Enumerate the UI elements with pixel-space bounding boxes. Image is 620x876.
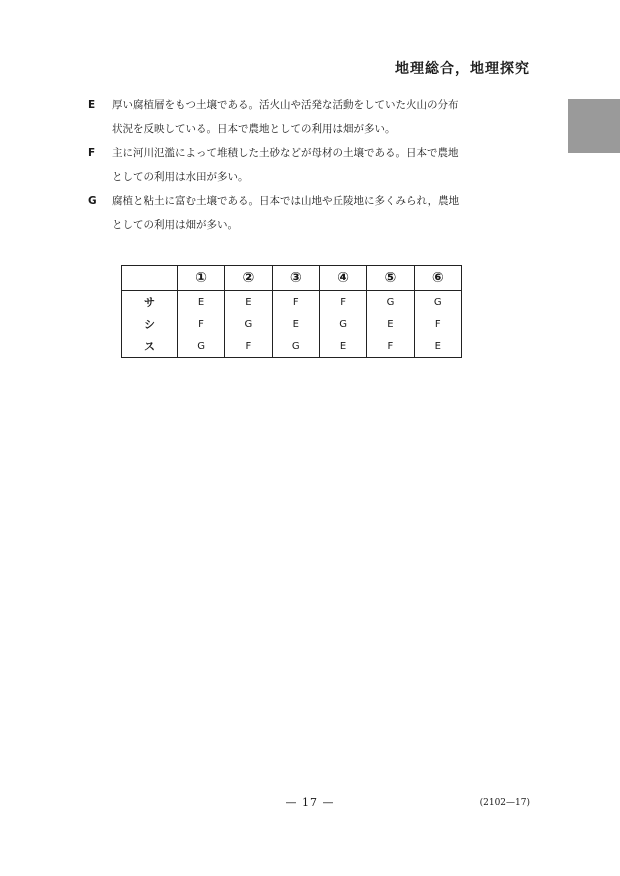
table-cell: E [367, 313, 414, 335]
option-g [88, 189, 526, 237]
option-list [88, 93, 526, 237]
choice-header: ③ [272, 266, 319, 291]
table-cell: F [414, 313, 461, 335]
option-line: としての利用は水田が多い。 [112, 171, 249, 183]
option-letter: G [88, 195, 97, 207]
option-line: としての利用は畑が多い。 [112, 219, 238, 231]
option-line: 状況を反映している。日本で農地としての利用は畑が多い。 [112, 123, 396, 135]
option-f [88, 141, 526, 189]
option-letter: F [88, 147, 96, 159]
side-tab [568, 99, 620, 153]
option-text [112, 141, 526, 189]
choice-header: ① [177, 266, 224, 291]
table-cell: E [319, 335, 366, 358]
option-line: 腐植と粘土に富む土壌である。日本では山地や丘陵地に多くみられ，農地 [112, 195, 460, 207]
table-cell: E [177, 291, 224, 314]
table-cell: F [319, 291, 366, 314]
option-e [88, 93, 526, 141]
table-corner-cell [122, 266, 178, 291]
option-text [112, 189, 526, 237]
option-line: 主に河川氾濫によって堆積した土砂などが母材の土壌である。日本で農地 [112, 147, 459, 159]
table-cell: G [177, 335, 224, 358]
choice-header: ② [225, 266, 272, 291]
table-cell: G [367, 291, 414, 314]
option-letter: E [88, 99, 96, 111]
page-code: (2102—17) [479, 798, 530, 808]
row-label: サ [122, 291, 178, 314]
table-row [122, 291, 462, 314]
choice-header: ⑥ [414, 266, 461, 291]
table-header-row [122, 266, 462, 291]
table-cell: E [272, 313, 319, 335]
choice-header: ⑤ [367, 266, 414, 291]
table-cell: G [414, 291, 461, 314]
answer-table [121, 265, 462, 358]
option-line: 厚い腐植層をもつ土壌である。活火山や活発な活動をしていた火山の分布 [112, 99, 459, 111]
subject-header: 地理総合，地理探究 [395, 61, 530, 77]
table-row [122, 313, 462, 335]
table-cell: F [272, 291, 319, 314]
table-cell: G [319, 313, 366, 335]
option-text [112, 93, 526, 141]
row-label: ス [122, 335, 178, 358]
table-cell: G [225, 313, 272, 335]
table-cell: F [367, 335, 414, 358]
choice-header: ④ [319, 266, 366, 291]
table-cell: E [414, 335, 461, 358]
table-cell: F [177, 313, 224, 335]
page-number: — 17 — [285, 796, 335, 809]
table-cell: F [225, 335, 272, 358]
table-cell: E [225, 291, 272, 314]
row-label: シ [122, 313, 178, 335]
table-cell: G [272, 335, 319, 358]
table-row [122, 335, 462, 358]
